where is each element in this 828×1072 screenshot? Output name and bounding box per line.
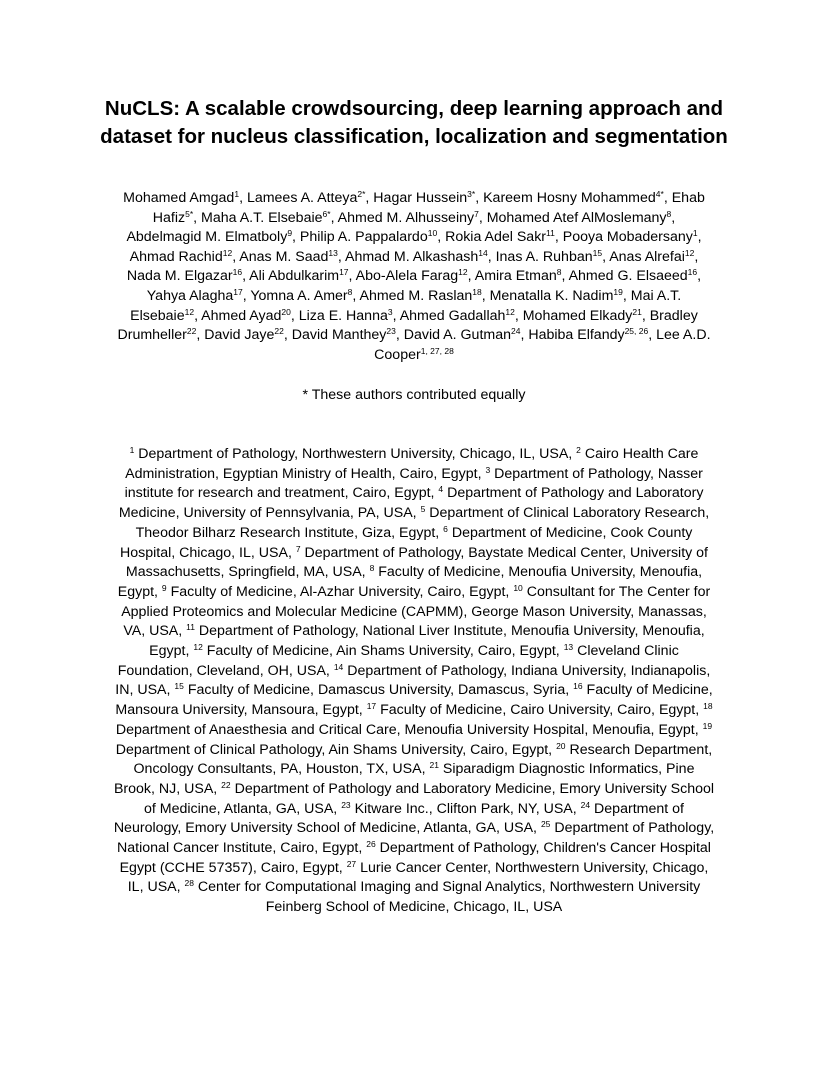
affiliation-marker: 3 xyxy=(387,306,393,317)
affiliation-text: Cleveland Clinic xyxy=(573,643,679,660)
affiliation-text: Department of Anaesthesia and Critical Care, Menoufia University Hospital, Menoufia, Egypt, xyxy=(115,721,703,738)
affiliation-number: 24 xyxy=(580,799,591,810)
author-name: , David A. Gutman xyxy=(395,327,511,344)
affiliation-marker: 9 xyxy=(287,228,293,239)
author-line xyxy=(92,287,736,307)
title-line: NuCLS: A scalable crowdsourcing, deep learning approach and xyxy=(104,97,724,120)
affiliation-line xyxy=(88,603,740,623)
author-name: Drumheller xyxy=(117,327,187,344)
author-name: , Mohamed Atef AlMoslemany xyxy=(478,209,667,226)
affiliation-text: Department of Pathology, Nasser xyxy=(490,465,703,482)
author-name: , Kareem Hosny Mohammed xyxy=(475,190,656,206)
affiliation-marker: 17 xyxy=(233,286,243,297)
affiliation-marker: 8 xyxy=(556,267,562,278)
affiliation-marker: 2* xyxy=(357,189,366,199)
author-name: Mohamed Amgad xyxy=(123,190,235,206)
affiliation-text: Department of Pathology, National Liver Institute, Menoufia University, Menoufia, xyxy=(194,623,705,640)
author-name: , Ehab xyxy=(663,190,705,206)
author-name: , Pooya Mobadersany xyxy=(554,229,693,246)
author-name: , Lamees A. Atteya xyxy=(239,190,358,206)
affiliation-number: 23 xyxy=(341,799,351,810)
affiliation-text: Lurie Cancer Center, Northwestern University, Chicago, xyxy=(356,859,709,876)
affiliation-text: Faculty of Medicine, Damascus University, Damascus, Syria, xyxy=(183,682,574,699)
author-name: , Anas Alrefai xyxy=(602,248,685,265)
affiliation-marker: 8 xyxy=(666,208,672,219)
author-name: , Ahmad M. Alkashash xyxy=(337,248,479,265)
affiliation-text: Kitware Inc., Clifton Park, NY, USA, xyxy=(350,800,581,817)
affiliation-text: Department of Pathology, xyxy=(550,820,715,837)
affiliation-line xyxy=(88,544,740,564)
affiliation-line xyxy=(88,662,740,682)
affiliation-line xyxy=(88,504,740,524)
author-name: , Ahmed Ayad xyxy=(194,307,282,324)
author-line xyxy=(92,209,736,229)
affiliation-text: Egypt, xyxy=(149,643,194,660)
affiliation-list xyxy=(88,445,740,918)
affiliation-marker: 20 xyxy=(281,306,291,317)
author-name: , Maha A.T. Elsebaie xyxy=(193,209,323,226)
affiliation-text: VA, USA, xyxy=(123,623,187,640)
affiliation-line xyxy=(88,819,740,839)
affiliation-number: 28 xyxy=(184,878,194,889)
affiliation-text: Department of xyxy=(590,800,684,817)
affiliation-line xyxy=(88,741,740,761)
affiliation-line xyxy=(88,465,740,485)
affiliation-text: Department of Pathology, Baystate Medical Center, University of xyxy=(300,544,709,561)
author-name: Yahya Alagha xyxy=(146,287,234,304)
author-name: , Ahmed G. Elsaeed xyxy=(561,268,688,285)
affiliation-marker: 12 xyxy=(222,247,233,258)
affiliation-number: 9 xyxy=(161,582,167,593)
affiliation-number: 19 xyxy=(702,720,713,731)
author-name: , xyxy=(694,248,699,265)
author-line xyxy=(92,248,736,268)
affiliation-text: Department of Clinical Laboratory Research, xyxy=(425,505,710,522)
paper-title xyxy=(60,95,768,151)
affiliation-marker: 12 xyxy=(505,306,515,317)
affiliation-text: Faculty of Medicine, Al-Azhar University, Cairo, Egypt, xyxy=(166,583,514,600)
affiliation-number: 14 xyxy=(333,661,344,672)
affiliation-number: 4 xyxy=(438,484,444,495)
author-name: Ahmad Rachid xyxy=(129,248,223,265)
affiliation-number: 2 xyxy=(576,445,581,455)
affiliation-number: 6 xyxy=(443,523,448,534)
affiliation-number: 26 xyxy=(366,839,376,850)
affiliation-marker: 22 xyxy=(186,326,197,337)
affiliation-line xyxy=(88,642,740,662)
affiliation-marker: 14 xyxy=(478,247,488,258)
affiliation-text: Medicine, University of Pennsylvania, PA, USA, xyxy=(118,505,421,522)
affiliation-number: 7 xyxy=(295,543,301,554)
affiliation-line xyxy=(88,563,740,583)
affiliation-line xyxy=(88,780,740,800)
affiliation-marker: 12 xyxy=(184,306,195,317)
author-name: , Ali Abdulkarim xyxy=(242,268,340,285)
affiliation-text: Faculty of Medicine, Cairo University, Cairo, Egypt, xyxy=(376,702,704,719)
affiliation-marker: 1 xyxy=(692,228,698,239)
affiliation-line xyxy=(88,721,740,741)
affiliation-marker: 1, 27, 28 xyxy=(420,345,454,356)
affiliation-line xyxy=(88,622,740,642)
affiliation-marker: 10 xyxy=(427,228,438,239)
affiliation-marker: 17 xyxy=(339,267,349,278)
author-name: , David Manthey xyxy=(283,327,387,344)
affiliation-text: Cairo Health Care xyxy=(580,446,699,462)
author-line xyxy=(92,228,736,248)
author-name: , Ahmed Gadallah xyxy=(392,307,506,324)
author-name: , Mai A.T. xyxy=(622,287,682,304)
affiliation-line xyxy=(88,681,740,701)
affiliation-line xyxy=(88,524,740,544)
author-name: , Inas A. Ruhban xyxy=(487,248,593,265)
affiliation-number: 17 xyxy=(366,701,377,712)
affiliation-number: 20 xyxy=(556,740,566,751)
affiliation-marker: 3* xyxy=(467,189,476,199)
author-name: Hafiz xyxy=(152,209,186,226)
affiliation-number: 3 xyxy=(485,464,491,475)
author-name: , Abo-Alela Farag xyxy=(348,268,459,285)
author-name: , Amira Etman xyxy=(467,268,557,285)
affiliation-marker: 12 xyxy=(684,247,695,258)
affiliation-text: National Cancer Institute, Cairo, Egypt, xyxy=(117,840,367,857)
affiliation-text: Department of Pathology and Laboratory Medicine, Emory University School xyxy=(230,780,715,797)
affiliation-text: Massachusetts, Springfield, MA, USA, xyxy=(125,564,370,581)
affiliation-number: 16 xyxy=(573,681,583,692)
affiliation-text: Center for Computational Imaging and Signal Analytics, Northwestern University xyxy=(193,879,701,896)
affiliation-line xyxy=(88,898,740,918)
author-name: , Hagar Hussein xyxy=(365,190,468,206)
author-name: , Ahmed M. Raslan xyxy=(352,287,473,304)
author-line xyxy=(92,346,736,366)
author-name: , Ahmed M. Alhusseiny xyxy=(330,209,475,226)
affiliation-number: 18 xyxy=(703,701,713,712)
affiliation-number: 1 xyxy=(129,445,135,455)
affiliation-number: 25 xyxy=(540,819,551,830)
author-name: , Yomna A. Amer xyxy=(242,287,348,304)
affiliation-marker: 22 xyxy=(274,326,284,337)
affiliation-marker: 6* xyxy=(322,208,331,219)
title-line: dataset for nucleus classification, localization and segmentation xyxy=(100,125,728,148)
affiliation-text: Department of Pathology, Children's Cancer Hospital xyxy=(375,840,711,857)
affiliation-text: Feinberg School of Medicine, Chicago, IL, USA xyxy=(265,899,563,916)
affiliation-marker: 13 xyxy=(328,247,338,258)
affiliation-number: 22 xyxy=(221,779,231,790)
affiliation-text: Department of Pathology, Northwestern University, Chicago, IL, USA, xyxy=(134,446,577,462)
affiliation-line xyxy=(88,839,740,859)
author-line xyxy=(92,189,736,209)
affiliation-text: Hospital, Chicago, IL, USA, xyxy=(119,544,296,561)
affiliation-number: 27 xyxy=(346,858,357,869)
affiliation-marker: 19 xyxy=(613,286,623,297)
affiliation-text: Administration, Egyptian Ministry of Health, Cairo, Egypt, xyxy=(125,465,486,482)
affiliation-marker: 16 xyxy=(687,267,698,278)
affiliation-marker: 7 xyxy=(474,208,479,219)
affiliation-line xyxy=(88,701,740,721)
affiliation-text: Siparadigm Diagnostic Informatics, Pine xyxy=(438,761,695,778)
equal-contribution-note: * These authors contributed equally xyxy=(302,387,526,403)
affiliation-number: 11 xyxy=(186,622,195,633)
affiliation-text: Department of Pathology and Laboratory xyxy=(443,485,704,502)
affiliation-text: Department of Pathology, Indiana University, Indianapolis, xyxy=(343,662,711,679)
affiliation-text: Oncology Consultants, PA, Houston, TX, USA, xyxy=(133,761,430,778)
author-name: Elsebaie xyxy=(130,307,185,324)
affiliation-text: Brook, NJ, USA, xyxy=(113,780,222,797)
affiliation-text: institute for research and treatment, Cairo, Egypt, xyxy=(124,485,439,502)
affiliation-text: Department of Clinical Pathology, Ain Shams University, Cairo, Egypt, xyxy=(115,741,557,758)
affiliation-number: 12 xyxy=(193,642,203,653)
affiliation-line xyxy=(88,445,740,465)
affiliation-marker: 18 xyxy=(472,286,482,297)
affiliation-line xyxy=(88,760,740,780)
affiliation-number: 13 xyxy=(563,642,574,653)
affiliation-text: Egypt, xyxy=(117,583,162,600)
author-list xyxy=(92,189,736,365)
author-name: , Rokia Adel Sakr xyxy=(437,229,547,246)
affiliation-text: Neurology, Emory University School of Medicine, Atlanta, GA, USA, xyxy=(113,820,541,837)
author-name: , Menatalla K. Nadim xyxy=(481,287,614,304)
affiliation-text: Faculty of Medicine, Menoufia University, Menoufia, xyxy=(374,564,703,581)
affiliation-line xyxy=(88,800,740,820)
affiliation-line xyxy=(88,859,740,879)
author-line xyxy=(92,326,736,346)
author-name: , Lee A.D. xyxy=(648,327,711,344)
affiliation-text: Faculty of Medicine, Ain Shams University, Cairo, Egypt, xyxy=(202,643,564,660)
affiliation-text: IL, USA, xyxy=(127,879,185,896)
author-name: , David Jaye xyxy=(196,327,275,344)
affiliation-text: of Medicine, Atlanta, GA, USA, xyxy=(144,800,342,817)
affiliation-text: Department of Medicine, Cook County xyxy=(447,524,693,541)
author-name: , Anas M. Saad xyxy=(232,248,329,265)
affiliation-marker: 21 xyxy=(632,306,642,317)
affiliation-text: Mansoura University, Mansoura, Egypt, xyxy=(115,702,367,719)
author-name: , xyxy=(671,209,676,226)
affiliation-marker: 11 xyxy=(546,228,555,239)
affiliation-marker: 23 xyxy=(386,326,396,337)
affiliation-marker: 15 xyxy=(592,247,603,258)
affiliation-text: Foundation, Cleveland, OH, USA, xyxy=(117,662,334,679)
affiliation-text: Consultant for The Center for xyxy=(522,583,711,600)
author-name: , Bradley xyxy=(641,307,698,324)
affiliation-text: IN, USA, xyxy=(115,682,175,699)
affiliation-number: 15 xyxy=(174,681,184,692)
author-name: Cooper xyxy=(374,346,421,363)
author-name: , Habiba Elfandy xyxy=(520,327,625,344)
affiliation-marker: 4* xyxy=(655,189,664,199)
author-name: Abdelmagid M. Elmatboly xyxy=(126,229,288,246)
affiliation-number: 8 xyxy=(369,563,375,574)
affiliation-marker: 12 xyxy=(458,267,468,278)
affiliation-marker: 16 xyxy=(232,267,243,278)
affiliation-line xyxy=(88,878,740,898)
author-name: , Liza E. Hanna xyxy=(290,307,388,324)
affiliation-line xyxy=(88,583,740,603)
affiliation-text: Egypt (CCHE 57357), Cairo, Egypt, xyxy=(119,859,347,876)
affiliation-number: 21 xyxy=(429,760,439,771)
affiliation-number: 10 xyxy=(513,582,523,593)
affiliation-marker: 25, 26 xyxy=(624,326,649,337)
affiliation-line xyxy=(88,484,740,504)
author-line xyxy=(92,267,736,287)
affiliation-marker: 1 xyxy=(234,189,240,199)
affiliation-marker: 8 xyxy=(347,286,353,297)
affiliation-number: 5 xyxy=(420,504,426,515)
affiliation-marker: 5* xyxy=(185,208,194,219)
author-name: , Philip A. Pappalardo xyxy=(292,229,428,246)
author-name: , xyxy=(697,268,702,285)
author-line xyxy=(92,307,736,327)
affiliation-text: Theodor Bilharz Research Institute, Giza, Egypt, xyxy=(135,524,444,541)
affiliation-text: Faculty of Medicine, xyxy=(582,682,713,699)
author-name: , Mohamed Elkady xyxy=(514,307,633,324)
affiliation-text: Research Department, xyxy=(565,741,713,758)
affiliation-marker: 24 xyxy=(511,326,521,337)
author-name: Nada M. Elgazar xyxy=(126,268,233,285)
author-name: , xyxy=(697,229,702,246)
affiliation-text: Applied Proteomics and Molecular Medicine (CAPMM), George Mason University, Manassas, xyxy=(121,603,707,620)
